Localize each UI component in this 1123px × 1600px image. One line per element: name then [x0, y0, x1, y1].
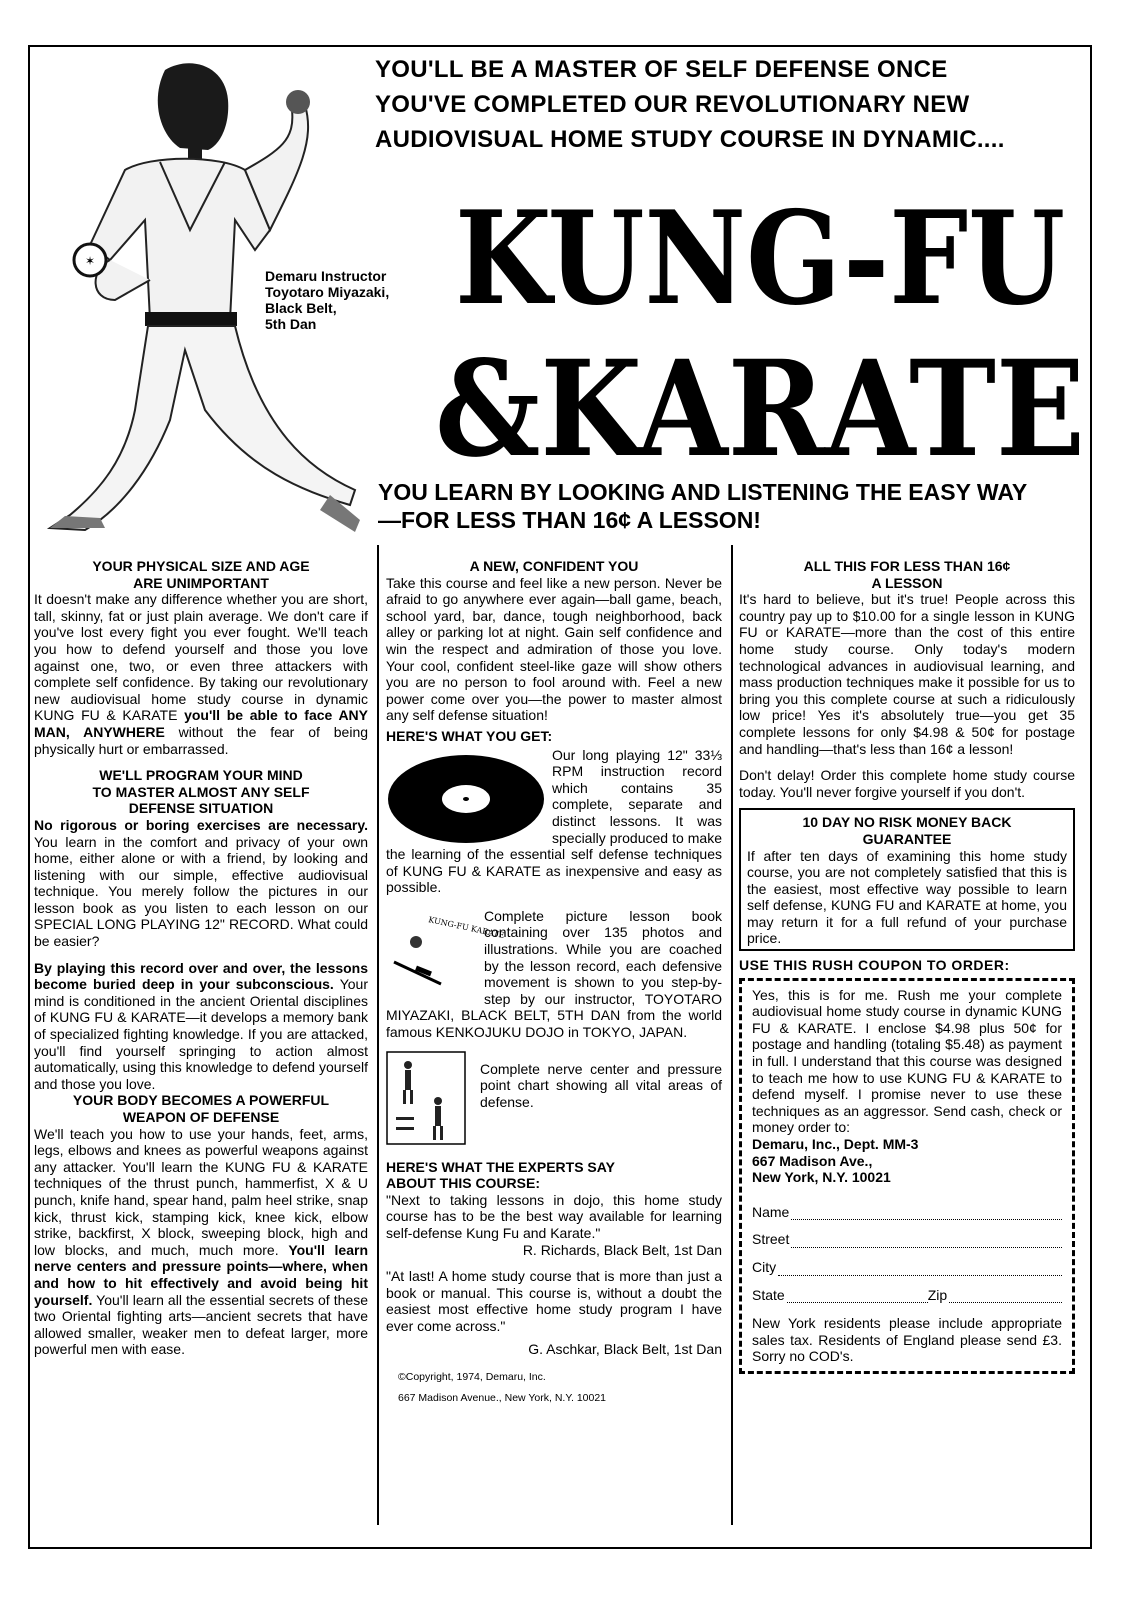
text-run: It doesn't make any difference whether you are short, tall, skinny, fat or just plain average. We don't care if you've lost every fight you ever fought. We'll teach you how to defend yourself and those you love against one, two, or even three attackers with complete self confidence. By taking our revolutionary new audiovisual home study course in dynamic KUNG FU & KARATE: [34, 591, 368, 724]
heading-line: WEAPON OF DEFENSE: [122, 1109, 280, 1125]
name-field[interactable]: [752, 1204, 1062, 1221]
bold-text: you'll be able to face ANY MAN, ANYWHERE: [34, 707, 369, 740]
section-heading: [34, 767, 368, 817]
headline-line: YOU'VE COMPLETED OUR REVOLUTIONARY NEW: [375, 91, 970, 118]
section-heading: A NEW, CONFIDENT YOU: [469, 558, 639, 574]
street-field[interactable]: [752, 1231, 1062, 1248]
section-heading: [34, 1092, 368, 1125]
pressure-point-chart-image: [386, 1051, 466, 1145]
state-input-line[interactable]: [787, 1290, 928, 1303]
subhead-line: —FOR LESS THAN 16¢ A LESSON!: [378, 507, 761, 533]
heading-line: GUARANTEE: [862, 830, 952, 847]
field-label: State: [752, 1286, 785, 1303]
copyright-address: 667 Madison Avenue., New York, N.Y. 10021: [398, 1391, 607, 1404]
text-run: Complete nerve center and pressure point chart showing all vital areas of defense.: [480, 1060, 722, 1110]
city-input-line[interactable]: [778, 1263, 1062, 1276]
testimonial: "At last! A home study course that is more than just a book or manual. This course is, without a doubt the easiest most effective home study program I have ever come across.": [386, 1268, 722, 1334]
testimonial-author: R. Richards, Black Belt, 1st Dan: [522, 1241, 722, 1258]
book-label: KUNG-FU KARATE: [427, 915, 506, 940]
text-run: Our long playing 12" 33⅓ RPM instruction record which contains 35 complete, separate and distinct lessons. It was specially produced to make the learning of the essential self defense techniques of KUNG FU & KARATE as inexpensive and easy as possible.: [386, 746, 722, 896]
state-zip-field[interactable]: [752, 1287, 1062, 1304]
text-run: You'll learn all the essential secrets of these two Oriental fighting arts—ancient secrets that have allowed smaller, weaker men to defeat larger, more powerful men with ease.: [34, 1291, 368, 1358]
name-input-line[interactable]: [791, 1207, 1062, 1220]
text-run: We'll teach you how to use your hands, feet, arms, legs, elbows and knees as powerful weapons against any attacker. You'll learn the KUNG FU & KARATE techniques of the thrust punch, hammerfist, X & U punch, knife hand, spear hand, palm heel strike, snap kick, thrust kick, stamping kick, knee kick, elbow strike, backfirst, X block, sweeping block, high and low blocks, and much, much more.: [34, 1125, 368, 1258]
photo-caption: [265, 268, 389, 332]
guarantee-box: [739, 808, 1075, 951]
record-description: [386, 747, 722, 896]
testimonial: "Next to taking lessons in dojo, this home study course has to be the best way available for learning self-defense Kung Fu and Karate.": [386, 1191, 722, 1241]
kung-fu-karate-title: [425, 184, 1095, 487]
bold-text: No rigorous or boring exercises are necessary.: [34, 816, 368, 833]
city-field[interactable]: [752, 1259, 1062, 1276]
text-run: without the fear of being physically hurt or embarrassed.: [34, 723, 369, 757]
heading-line: ARE UNIMPORTANT: [133, 574, 269, 591]
text-run: Your mind is conditioned in the ancient Oriental disciplines of KUNG FU & KARATE—it develops a memory bank of specialized fighting knowledge. If you are attacked, you'll find yourself springing to action almost automatically, using this knowledge to defend yourself and those you love.: [34, 976, 368, 1092]
guarantee-text: If after ten days of examining this home study course, you are not completely satisfied that this is the easiest, most effective way possible to learn self defense, KUNG FU and KARATE at home, you may return it for a full refund of your purchase price.: [747, 847, 1067, 947]
bold-text: You'll learn nerve centers and pressure points—where, when and how to hit effectively and avoid being hit yourself.: [34, 1241, 369, 1308]
column-3: [739, 558, 1075, 1374]
paragraph: Take this course and feel like a new person. Never be afraid to go anywhere ever again—ball game, beach, school yard, bar, dance, tough neighborhood, back alley or parking lot at night. Gain self confidence and win the respect and admiration of those you love. Your cool, confident steel-like gaze will show others you are no person to fool around with. Feel a new power come over you—the power to master almost any self defense situation!: [386, 574, 722, 724]
column-divider: [731, 545, 733, 1525]
title-line-1: KUNG-FU: [455, 184, 1065, 334]
field-label: Zip: [927, 1286, 948, 1303]
text-run: You learn in the comfort and privacy of your own home, either alone or with a friend, by looking and listening with our simple, effective audiovisual technique. You merely follow the pictures in our lesson book as you listen to each lesson on our SPECIAL LONG PLAYING 12" RECORD. What could be easier?: [34, 833, 368, 950]
field-label: Street: [752, 1231, 790, 1248]
coupon-address-line: Demaru, Inc., Dept. MM-3: [752, 1136, 919, 1152]
coupon-address-line: 667 Madison Ave.,: [752, 1152, 873, 1169]
headline-line: YOU'LL BE A MASTER OF SELF DEFENSE ONCE: [375, 56, 948, 83]
record-disc-image: [386, 753, 546, 845]
coupon-text: Yes, this is for me. Rush me your complete audiovisual home study course in dynamic KUNG FU & KARATE. I enclose $4.98 plus 50¢ for postage and handling (totaling $5.48) as payment in full. I understand that this course was designed to teach me how to use KUNG FU & KARATE to defend myself. I promise never to use these techniques as an aggressor. Send cash, check or money order to:: [752, 986, 1062, 1136]
subhead-line: YOU LEARN BY LOOKING AND LISTENING THE EASY WAY: [378, 479, 1028, 505]
heading-line: YOUR BODY BECOMES A POWERFUL: [72, 1092, 330, 1109]
heading-line: YOUR PHYSICAL SIZE AND AGE: [92, 558, 310, 574]
headline-line: AUDIOVISUAL HOME STUDY COURSE IN DYNAMIC....: [375, 126, 1005, 153]
street-input-line[interactable]: [791, 1235, 1062, 1248]
chart-description: [386, 1051, 722, 1145]
paragraph: [34, 817, 368, 950]
column-divider: [377, 545, 379, 1525]
section-heading: HERE'S WHAT YOU GET:: [386, 727, 553, 744]
svg-text:✶: ✶: [84, 254, 96, 268]
caption-line: Toyotaro Miyazaki,: [265, 284, 390, 300]
section-heading: [739, 558, 1075, 591]
field-label: Name: [752, 1203, 790, 1220]
title-line-2: &KARATE: [435, 332, 1085, 487]
column-1: [34, 558, 368, 1358]
paragraph: It's hard to believe, but it's true! People across this country pay up to $10.00 for a single lesson in KUNG FU or KARATE—more than the cost of this entire home study course. Only today's modern technological advances in audiovisual learning, and mass production techniques make it possible for us to bring you this complete course at such a ridiculously low price! Yes it's absolutely true—you get 35 complete lessons for only $4.98 & 50¢ for postage and handling—that's less than 16¢ a lesson!: [739, 591, 1075, 757]
caption-line: Black Belt,: [265, 300, 337, 316]
guarantee-title: [747, 814, 1067, 847]
caption-line: Demaru Instructor: [265, 268, 387, 284]
coupon-title: USE THIS RUSH COUPON TO ORDER:: [739, 957, 1010, 974]
zip-input-line[interactable]: [949, 1290, 1062, 1303]
copyright: ©Copyright, 1974, Demaru, Inc.: [398, 1371, 546, 1384]
caption-line: 5th Dan: [265, 316, 317, 332]
heading-line: TO MASTER ALMOST ANY SELF: [92, 783, 310, 800]
subhead: [378, 478, 1088, 534]
section-heading: [386, 1159, 722, 1192]
heading-line: DEFENSE SITUATION: [128, 800, 274, 817]
heading-line: ABOUT THIS COURSE:: [386, 1175, 540, 1192]
heading-line: HERE'S WHAT THE EXPERTS SAY: [386, 1158, 615, 1175]
book-description: [386, 908, 722, 1041]
lesson-book-image: [386, 908, 506, 998]
paragraph: [34, 1126, 368, 1358]
field-label: City: [752, 1258, 777, 1275]
heading-line: ALL THIS FOR LESS THAN 16¢: [803, 558, 1011, 574]
tax-note: New York residents please include appropriate sales tax. Residents of England please send £3. Sorry no COD's.: [752, 1315, 1062, 1365]
paragraph: [34, 591, 368, 757]
heading-line: WE'LL PROGRAM YOUR MIND: [99, 767, 303, 784]
text-run: Complete picture lesson book containing over 135 photos and illustrations. While you are coached by the lesson record, each defensive movement is shown to you step-by-step by our instructor, TOYOTARO MIYAZAKI, BLACK BELT, 5TH DAN from the world famous KENKOJUKU DOJO in TOKYO, JAPAN.: [386, 907, 722, 1041]
headline: [375, 52, 1075, 157]
heading-line: A LESSON: [871, 574, 943, 591]
column-2: [386, 558, 722, 1406]
testimonial-author: G. Aschkar, Black Belt, 1st Dan: [528, 1340, 722, 1357]
heading-line: 10 DAY NO RISK MONEY BACK: [802, 814, 1012, 831]
paragraph: Don't delay! Order this complete home study course today. You'll never forgive yourself if you don't.: [739, 767, 1075, 800]
coupon-address-line: New York, N.Y. 10021: [752, 1169, 891, 1186]
section-heading: [34, 558, 368, 591]
order-coupon[interactable]: [739, 978, 1075, 1374]
paragraph: [34, 960, 368, 1093]
bold-text: By playing this record over and over, the lessons become buried deep in your subconscious.: [34, 959, 368, 993]
